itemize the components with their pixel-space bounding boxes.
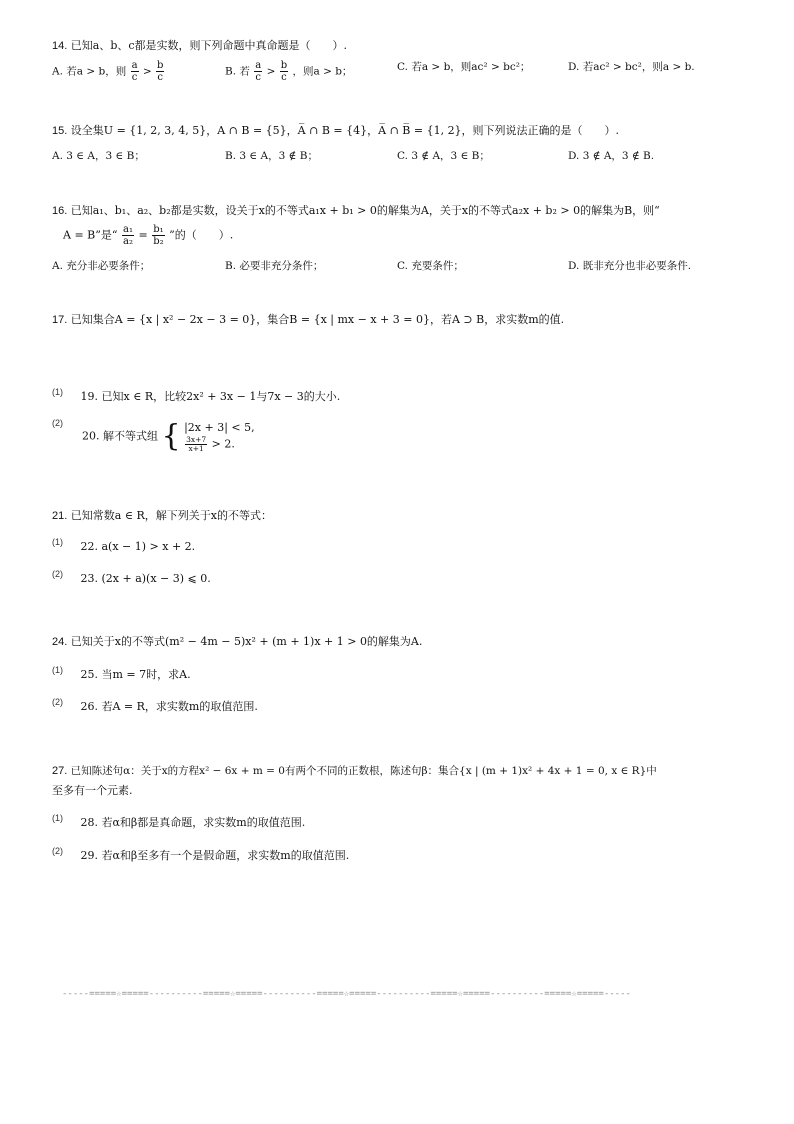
subquestion-20-body [82,420,255,453]
question-15 [52,123,619,139]
subquestion-text: 29. 若α和β至多有一个是假命题，求实数m的取值范围. [80,849,350,862]
question-27 [52,763,657,779]
sub-index: (1) [52,813,63,823]
sub-index: (1) [52,537,63,547]
sub-index: (1) [52,387,63,397]
question-number: 17. [52,314,68,326]
option-c: C. 若a > b，则ac² > bc²； [397,61,531,73]
subquestion-20 [52,420,63,436]
option-d: D. 若ac² > bc²，则a > b. [568,61,695,73]
option-d: D. 既非充分也非必要条件. [568,260,692,272]
question-number: 16. [52,205,68,217]
question-stem: 已知陈述句α：关于x的方程x² − 6x + m = 0有两个不同的正数根，陈述句β：集合{x | (m + 1)x² + 4x + 1 = 0, x ∈ R}中 [70,765,657,777]
sub-index: (2) [52,846,63,856]
question-17 [52,312,564,328]
option-b: B. 必要非充分条件； [225,260,324,272]
option-b [225,60,352,83]
system-line-1: |2x + 3| < 5, [184,421,255,434]
option-b: B. 3 ∈ A，3 ∉ B； [225,150,318,162]
question-number: 15. [52,125,68,137]
subquestion-29 [52,848,349,864]
fraction: $\frac{\text{b₁}}{\text{b₂}}$ [153,224,164,247]
question-stem: A = B”是“ [63,228,118,242]
question-21 [52,508,272,524]
question-24 [52,634,422,650]
option-text: A. 若a > b，则 [52,65,127,78]
question-stem: 已知常数a ∈ R，解下列关于x的不等式： [70,509,272,522]
operator: > [266,65,276,78]
question-14 [52,38,347,54]
sub-index: (2) [52,697,63,707]
question-number: 24. [52,636,68,648]
option-text: ，则a > b； [292,65,353,78]
question-stem: 已知a、b、c都是实数，则下列命题中真命题是（ ）. [70,39,348,52]
option-a: A. 充分非必要条件； [52,260,151,272]
footer-separator: -----=====☆=====----------=====☆=====----------=====☆=====----------=====☆=====----------=====☆=====----- [62,989,631,999]
fraction: $\frac{3x+7}{x+1}$ [186,435,207,453]
question-stem: 已知集合A = {x | x² − 2x − 3 = 0}，集合B = {x | mx − x + 3 = 0}，若A ⊃ B，求实数m的值. [70,313,565,326]
subquestion-26 [52,699,258,715]
inequality-system [184,420,255,453]
option-c: C. 3 ∉ A，3 ∈ B； [397,150,490,162]
sub-index: (2) [52,418,63,428]
option-a [52,60,165,83]
brace: { [161,418,181,454]
subquestion-22 [52,539,195,555]
system-line-2 [184,436,255,453]
option-text: B. 若 [225,65,250,78]
option-a: A. 3 ∈ A，3 ∈ B； [52,150,145,162]
question-stem: 设全集U = {1, 2, 3, 4, 5}，A ∩ B = {5}，A̅ ∩ B = {4}，A̅ ∩ B̅ = {1, 2}，则下列说法正确的是（ ）. [70,124,620,137]
subquestion-text: 22. a(x − 1) > x + 2. [80,540,196,553]
subquestion-text: 28. 若α和β都是真命题，求实数m的取值范围. [80,816,306,829]
question-number: 21. [52,510,68,522]
question-stem: 已知a₁、b₁、a₂、b₂都是实数，设关于x的不等式a₁x + b₁ > 0的解集为A，关于x的不等式a₂x + b₂ > 0的解集为B，则“ [70,204,660,217]
subquestion-text: 19. 已知x ∈ R，比较2x² + 3x − 1与7x − 3的大小. [80,390,341,403]
fraction: $\frac{a}{c}$ [255,60,262,83]
question-number: 14. [52,40,68,52]
subquestion-text: 26. 若A = R，求实数m的取值范围. [80,700,258,713]
fraction: $\frac{a}{c}$ [131,60,138,83]
subquestion-23 [52,571,211,587]
system-line-2-tail: > 2. [211,437,235,451]
operator: = [138,228,148,242]
question-stem: ”的（ ）. [169,228,234,242]
question-16-line2 [63,224,233,247]
subquestion-19 [52,389,340,405]
sub-index: (2) [52,569,63,579]
operator: > [142,65,152,78]
sub-index: (1) [52,665,63,675]
subquestion-text: 20. 解不等式组 [82,429,158,443]
question-27-line2: 至多有一个元素. [52,784,133,797]
fraction: $\frac{b}{c}$ [157,60,164,83]
subquestion-text: 25. 当m = 7时，求A. [80,668,191,681]
option-c: C. 充要条件； [397,260,464,272]
fraction: $\frac{\text{a₁}}{\text{a₂}}$ [122,224,133,247]
subquestion-text: 23. (2x + a)(x − 3) ⩽ 0. [80,572,211,585]
subquestion-28 [52,815,305,831]
subquestion-25 [52,667,191,683]
question-16 [52,203,660,219]
fraction: $\frac{b}{c}$ [280,60,288,83]
question-stem: 已知关于x的不等式(m² − 4m − 5)x² + (m + 1)x + 1 > 0的解集为A. [70,635,423,648]
option-d: D. 3 ∉ A，3 ∉ B. [568,150,655,162]
question-number: 27. [52,765,68,777]
